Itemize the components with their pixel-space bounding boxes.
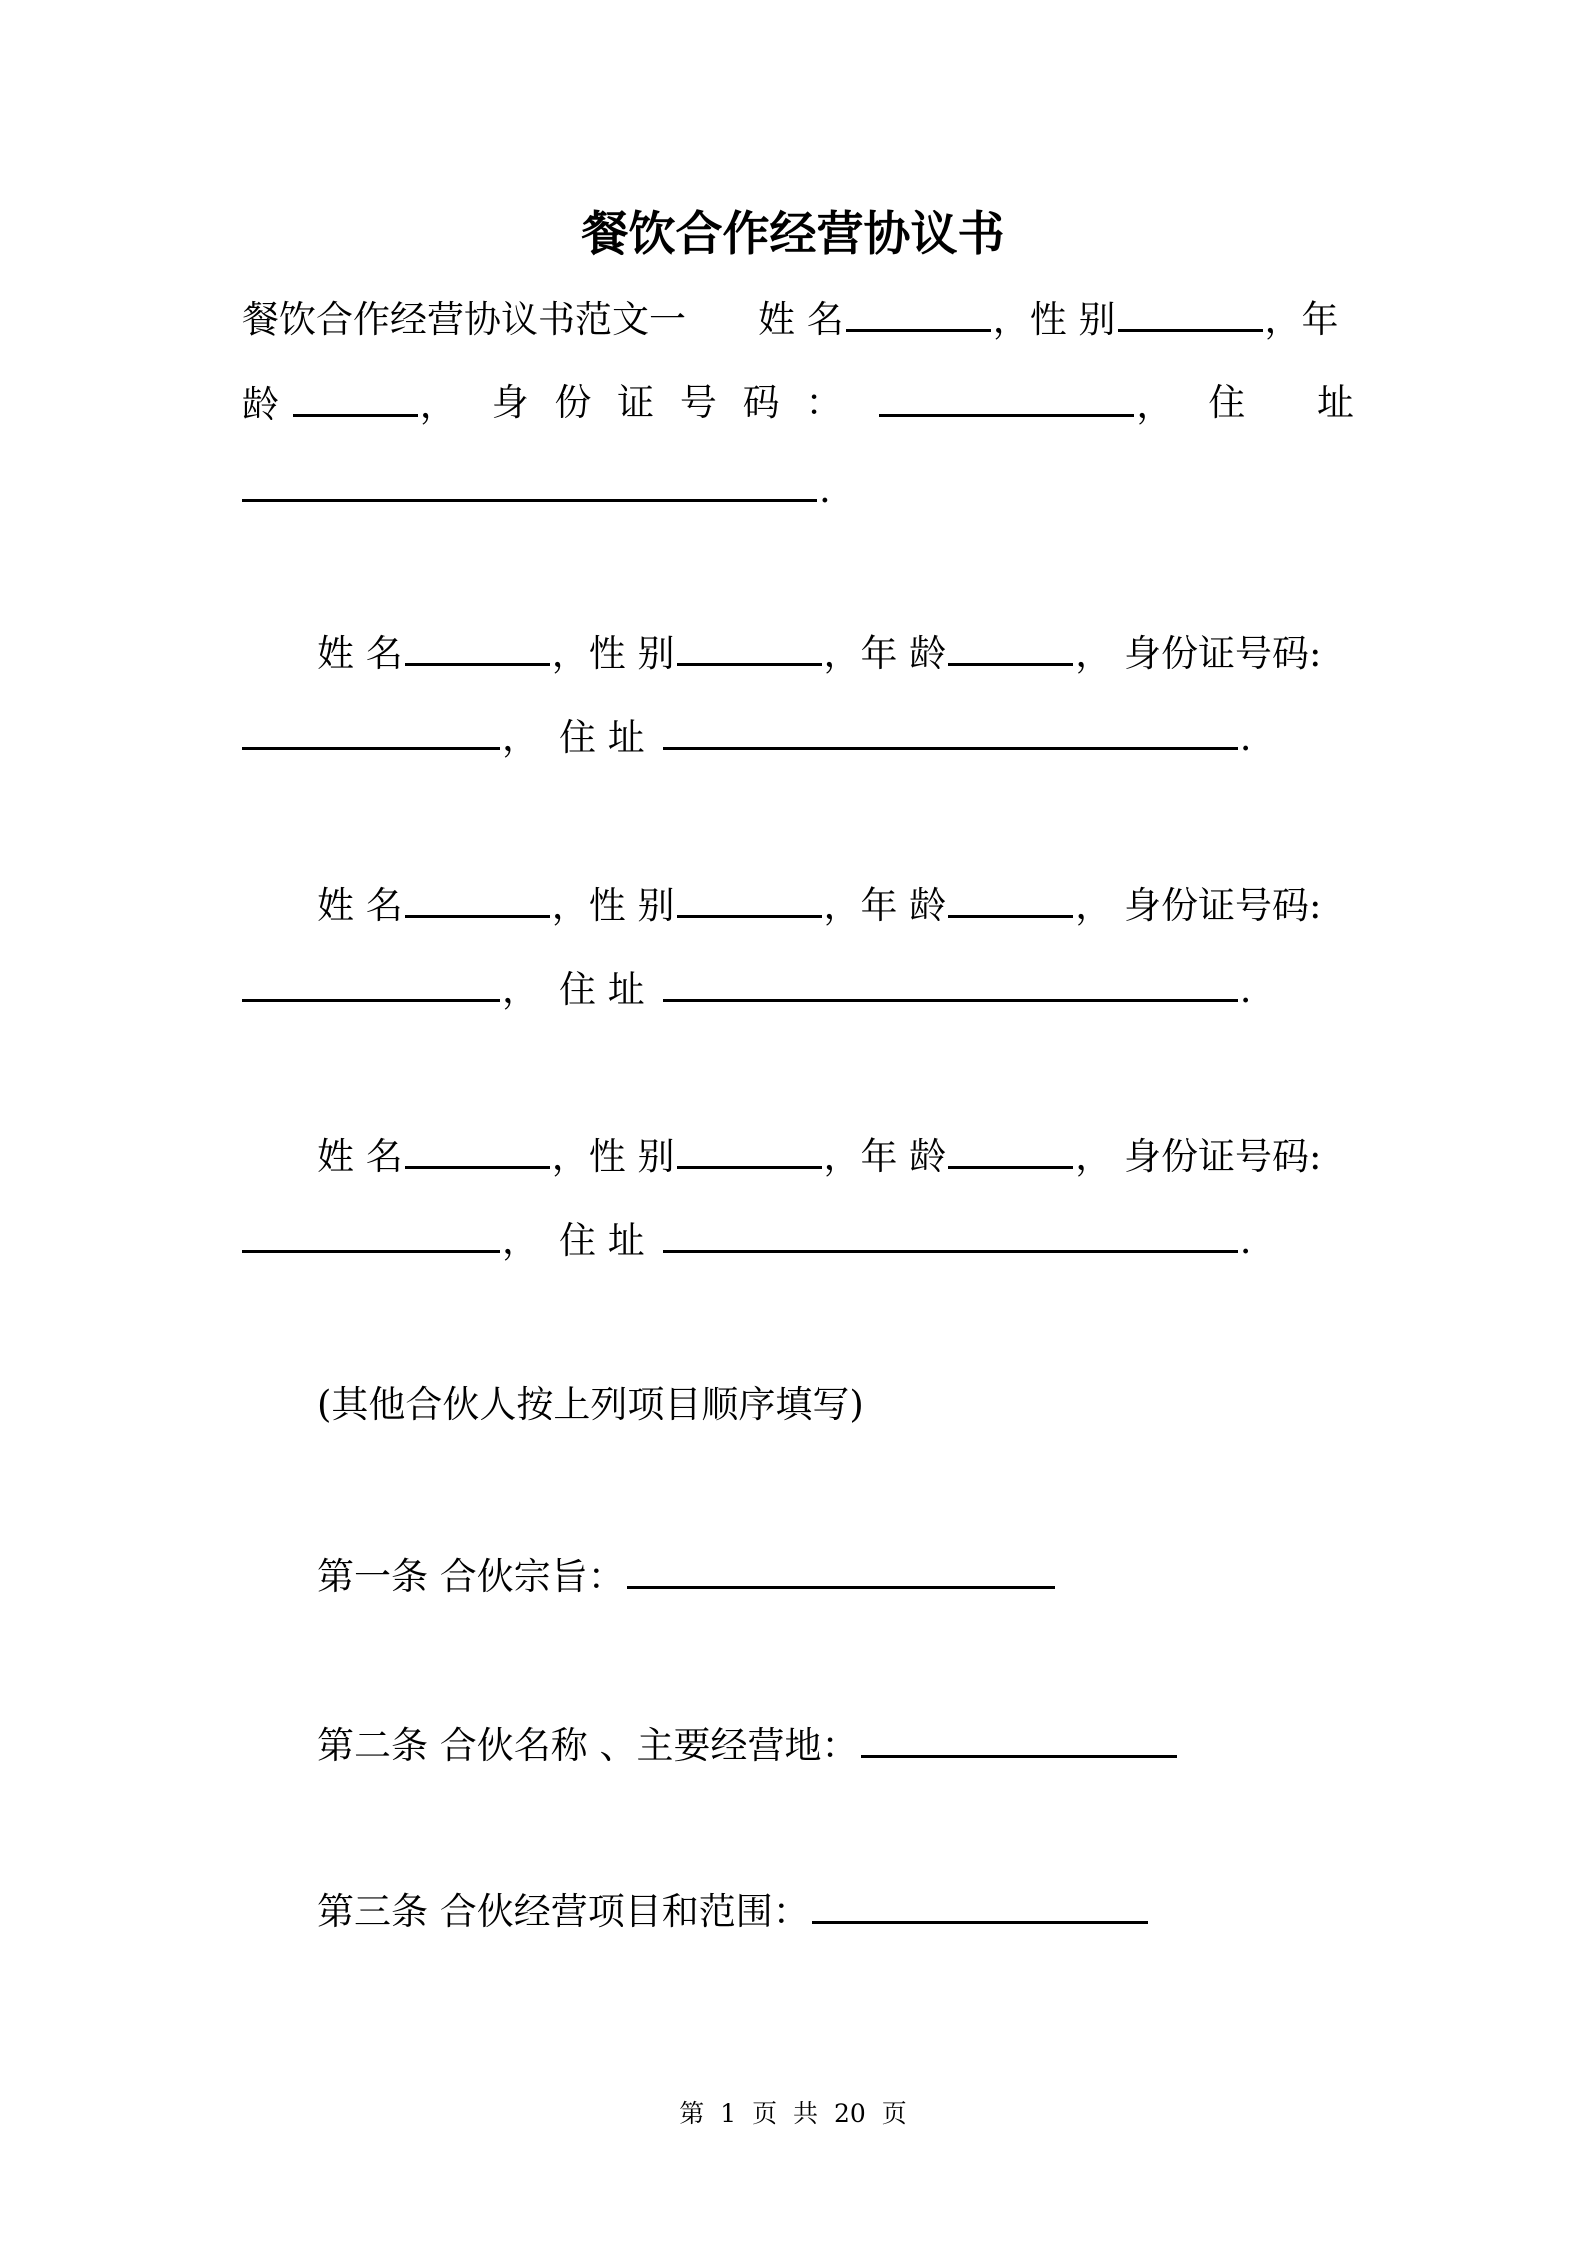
gender-label: ，性 别: [551, 632, 675, 675]
article-3: [317, 1885, 1435, 1935]
comma: ，: [992, 298, 1030, 341]
name-blank[interactable]: [405, 627, 550, 666]
age-label: ，年 龄: [823, 884, 947, 927]
address-label: 住 址: [559, 716, 645, 759]
period: .: [1239, 1219, 1252, 1262]
gender-blank[interactable]: [677, 879, 822, 918]
id-blank[interactable]: [242, 1214, 500, 1253]
article-2: [317, 1719, 1435, 1769]
id-label: ， 身份证号码:: [1075, 632, 1322, 675]
comma: ，: [502, 968, 539, 1011]
address-label: 住 址: [559, 1219, 645, 1262]
gender-blank[interactable]: [1118, 293, 1263, 332]
address-label: 住 址: [559, 968, 645, 1011]
period: .: [819, 468, 831, 511]
comma: ，: [502, 716, 539, 759]
address-blank[interactable]: [242, 463, 817, 502]
id-label: ， 身份证号码:: [1075, 884, 1322, 927]
gender-label: ，性 别: [551, 1135, 675, 1178]
article-1-label: 第一条 合伙宗旨：: [317, 1555, 625, 1598]
age-blank[interactable]: [948, 1130, 1073, 1169]
article-3-blank[interactable]: [812, 1885, 1148, 1924]
article-3-label: 第三条 合伙经营项目和范围：: [317, 1890, 810, 1933]
period: .: [1239, 716, 1252, 759]
intro-heading: 餐饮合作经营协议书范文一: [242, 298, 686, 341]
id-blank[interactable]: [242, 711, 500, 750]
name-blank[interactable]: [405, 879, 550, 918]
address-blank[interactable]: [663, 963, 1238, 1002]
gender-label: ，性 别: [551, 884, 675, 927]
name-label: 姓 名: [317, 1135, 403, 1178]
comma: ，: [419, 383, 457, 426]
name-blank[interactable]: [405, 1130, 550, 1169]
id-label: ， 身份证号码:: [1075, 1135, 1322, 1178]
article-2-blank[interactable]: [861, 1719, 1177, 1758]
name-label: 姓 名: [758, 298, 844, 341]
comma: ，: [1264, 298, 1302, 341]
gender-label: 性 别: [1029, 298, 1116, 341]
id-blank[interactable]: [879, 378, 1134, 417]
gender-blank[interactable]: [677, 1130, 822, 1169]
partner-note: (其他合伙人按上列项目顺序填写): [317, 1383, 864, 1426]
age-label: ，年 龄: [823, 632, 947, 675]
address-blank[interactable]: [663, 711, 1238, 750]
intro-line-1: [242, 293, 1360, 343]
name-blank[interactable]: [846, 293, 991, 332]
age-blank[interactable]: [293, 378, 418, 417]
gender-blank[interactable]: [677, 627, 822, 666]
age-label: 年: [1301, 298, 1339, 341]
intro-line-3: [242, 463, 1360, 513]
address-blank[interactable]: [663, 1214, 1238, 1253]
article-1: [317, 1550, 1435, 1600]
name-label: 姓 名: [317, 884, 403, 927]
intro-line-2: [242, 378, 1354, 428]
article-1-blank[interactable]: [627, 1550, 1055, 1589]
period: .: [1239, 968, 1252, 1011]
document-title: 餐饮合作经营协议书: [581, 207, 1005, 262]
age-label-cont: 龄: [242, 383, 279, 426]
address-label: 住 址: [1208, 381, 1354, 424]
id-blank[interactable]: [242, 963, 500, 1002]
comma: ，: [502, 1219, 539, 1262]
age-blank[interactable]: [948, 879, 1073, 918]
name-label: 姓 名: [317, 632, 403, 675]
age-blank[interactable]: [948, 627, 1073, 666]
age-label: ，年 龄: [823, 1135, 947, 1178]
page-footer: 第 1 页 共 20 页: [679, 2099, 907, 2128]
id-label: 身 份 证 号 码 ：: [491, 381, 843, 424]
comma: ，: [1136, 383, 1174, 426]
article-2-label: 第二条 合伙名称 、主要经营地：: [317, 1724, 859, 1767]
